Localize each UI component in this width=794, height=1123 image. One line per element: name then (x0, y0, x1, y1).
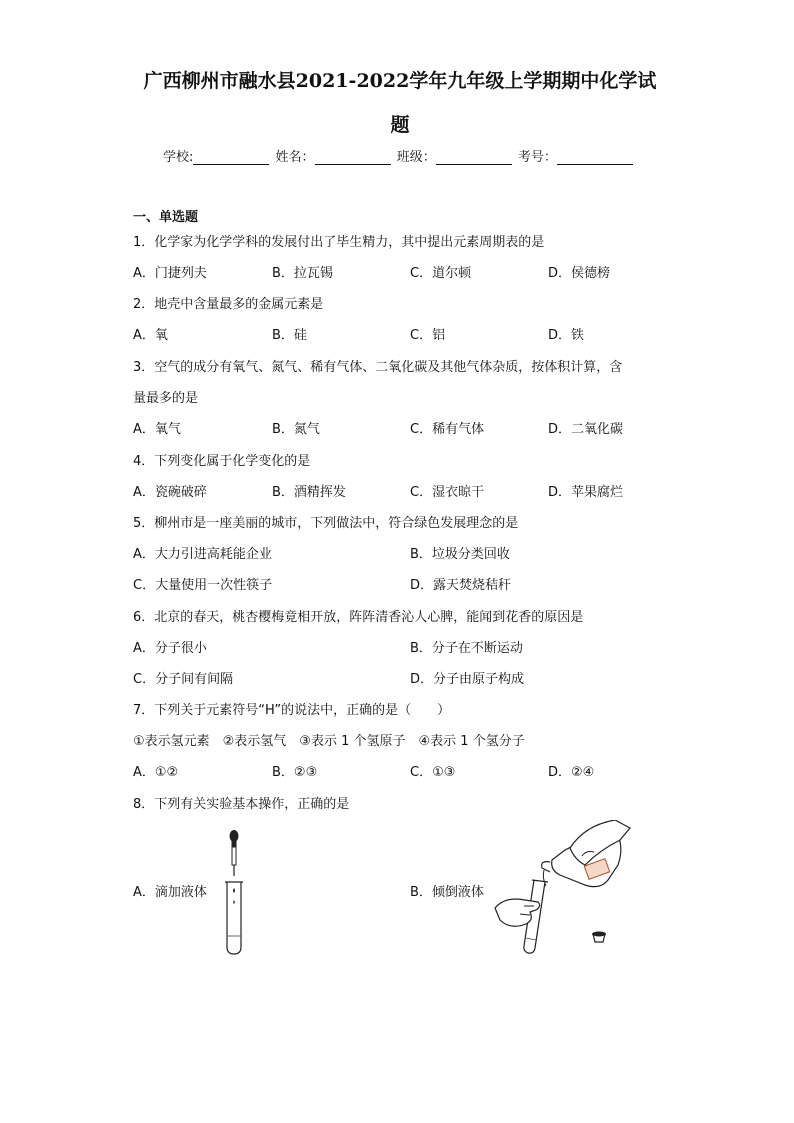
q4-option-b: B．酒精挥发 (272, 485, 346, 500)
class-label: 班级： (396, 150, 436, 165)
q8-option-a: A．滴加液体 (133, 885, 207, 900)
school-label: 学校: (163, 150, 194, 165)
exam-title-line2: 题 (390, 114, 410, 136)
section-heading: 一、单选题 (133, 210, 199, 225)
q4-option-a: A．瓷碗破碎 (133, 485, 207, 500)
q6-option-a: A．分子很小 (133, 641, 207, 656)
q6-option-d: D．分子由原子构成 (410, 672, 525, 687)
question-4-stem: 4．下列变化属于化学变化的是 (133, 454, 311, 469)
q4-option-c: C．湿衣晾干 (410, 485, 485, 500)
q5-option-a: A．大力引进高耗能企业 (133, 547, 272, 562)
q2-option-a: A．氧 (133, 328, 168, 343)
question-6-stem: 6．北京的春天，桃杏樱梅竟相开放，阵阵清香沁人心脾，能闻到花香的原因是 (133, 610, 584, 625)
name-label: 姓名： (275, 150, 315, 165)
class-blank[interactable] (436, 150, 512, 165)
question-5-stem: 5．柳州市是一座美丽的城市，下列做法中，符合绿色发展理念的是 (133, 516, 519, 531)
dropper-test-tube-illustration (222, 828, 246, 958)
question-7-stem: 7．下列关于元素符号“H”的说法中，正确的是（ ） (133, 703, 451, 718)
q3-option-c: C．稀有气体 (410, 422, 485, 437)
q7-option-c: C．①③ (410, 765, 456, 780)
question-1-stem: 1．化学家为化学学科的发展付出了毕生精力，其中提出元素周期表的是 (133, 235, 545, 250)
q1-option-d: D．侯德榜 (548, 266, 611, 281)
q3-option-a: A．氧气 (133, 422, 181, 437)
q5-option-b: B．垃圾分类回收 (410, 547, 510, 562)
q4-option-d: D．苹果腐烂 (548, 485, 624, 500)
q2-option-d: D．铁 (548, 328, 585, 343)
q7-option-d: D．②④ (548, 765, 595, 780)
name-blank[interactable] (315, 150, 391, 165)
question-8-stem: 8．下列有关实验基本操作，正确的是 (133, 797, 350, 812)
exam-number-label: 考号： (517, 150, 557, 165)
q2-option-c: C．铝 (410, 328, 446, 343)
q7-option-a: A．①② (133, 765, 179, 780)
q1-option-c: C．道尔顿 (410, 266, 472, 281)
q7-option-b: B．②③ (272, 765, 318, 780)
q3-option-b: B．氮气 (272, 422, 320, 437)
exam-title-line1: 广西柳州市融水县2021-2022学年九年级上学期期中化学试 (143, 70, 657, 92)
q6-option-b: B．分子在不断运动 (410, 641, 523, 656)
exam-number-blank[interactable] (557, 150, 633, 165)
q6-option-c: C．分子间有间隔 (133, 672, 234, 687)
student-info-row (163, 146, 643, 165)
question-2-stem: 2．地壳中含量最多的金属元素是 (133, 297, 324, 312)
q1-option-a: A．门捷列夫 (133, 266, 207, 281)
q5-option-c: C．大量使用一次性筷子 (133, 578, 273, 593)
question-3-stem: 3．空气的成分有氧气、氮气、稀有气体、二氧化碳及其他气体杂质，按体积计算，含 (133, 360, 623, 375)
q8-option-b: B．倾倒液体 (410, 885, 484, 900)
question-3-stem-cont: 量最多的是 (133, 391, 199, 406)
q1-option-b: B．拉瓦锡 (272, 266, 333, 281)
school-blank[interactable] (193, 150, 269, 165)
q5-option-d: D．露天焚烧秸秆 (410, 578, 512, 593)
q3-option-d: D．二氧化碳 (548, 422, 624, 437)
question-7-statements: ①表示氢元素 ②表示氢气 ③表示 1 个氢原子 ④表示 1 个氢分子 (133, 734, 525, 749)
q2-option-b: B．硅 (272, 328, 307, 343)
pouring-liquid-illustration (490, 820, 635, 960)
